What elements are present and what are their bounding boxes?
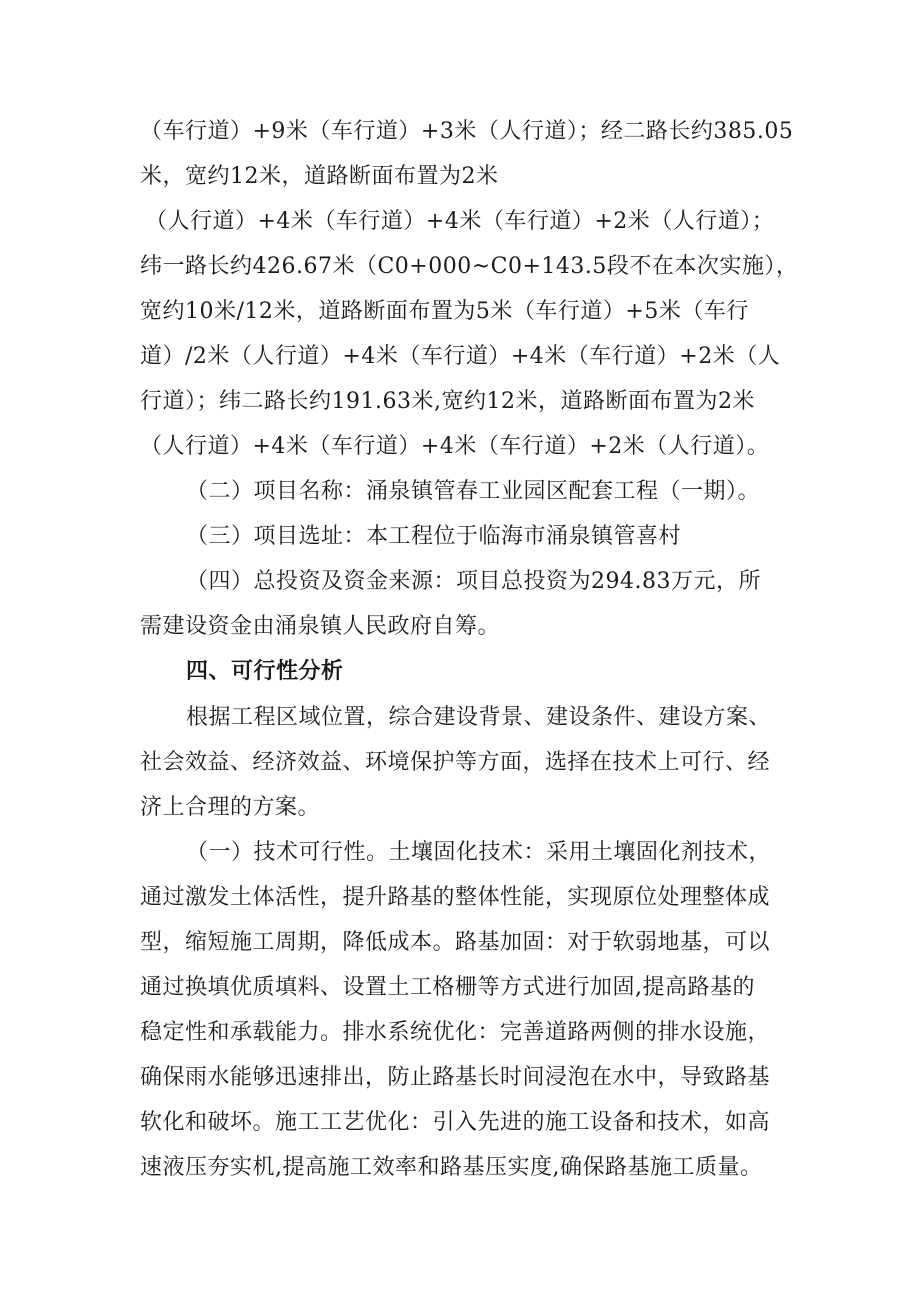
text-line: （人行道）+4米（车行道）+4米（车行道）+2米（人行道）。 (140, 434, 770, 459)
text-line: （四）总投资及资金来源：项目总投资为294.83万元，所 (186, 569, 761, 594)
text-line: 行道）；纬二路长约191.63米,宽约12米，道路断面布置为2米 (140, 389, 755, 414)
text-line: （三）项目选址：本工程位于临海市涌泉镇管喜村 (186, 524, 682, 549)
text-line: （车行道）+9米（车行道）+3米（人行道）；经二路长约385.05 (140, 119, 794, 144)
text-line: 型，缩短施工周期，降低成本。路基加固：对于软弱地基，可以 (140, 930, 771, 955)
text-line: 根据工程区域位置，综合建设背景、建设条件、建设方案、 (186, 705, 772, 730)
text-line: 宽约10米/12米，道路断面布置为5米（车行道）+5米（车行 (140, 299, 749, 324)
text-line: （二）项目名称：涌泉镇管春工业园区配套工程（一期）。 (186, 479, 761, 504)
text-line: 需建设资金由涌泉镇人民政府自筹。 (140, 614, 501, 639)
text-line: 通过激发土体活性，提升路基的整体性能，实现原位处理整体成 (140, 885, 771, 910)
text-line: （一）技术可行性。土壤固化技术：采用土壤固化剂技术， (186, 840, 772, 865)
section-heading: 四、可行性分析 (186, 659, 344, 684)
text-line: 社会效益、经济效益、环境保护等方面，选择在技术上可行、经 (140, 750, 771, 775)
text-line: 确保雨水能够迅速排出，防止路基长时间浸泡在水中，导致路基 (140, 1065, 771, 1090)
text-line: 通过换填优质填料、设置土工格栅等方式进行加固,提高路基的 (140, 975, 755, 1000)
text-line: （人行道）+4米（车行道）+4米（车行道）+2米（人行道）； (145, 209, 775, 234)
text-line: 软化和破坏。施工工艺优化：引入先进的施工设备和技术，如高 (140, 1110, 771, 1135)
text-line: 米，宽约12米，道路断面布置为2米 (140, 164, 499, 189)
text-line: 纬一路长约426.67米（C0+000~C0+143.5段不在本次实施）， (140, 254, 799, 279)
text-line: 稳定性和承载能力。排水系统优化：完善道路两侧的排水设施， (140, 1020, 771, 1045)
text-line: 速液压夯实机,提高施工效率和路基压实度,确保路基施工质量。 (140, 1155, 763, 1180)
text-line: 道）/2米（人行道）+4米（车行道）+4米（车行道）+2米（人 (140, 344, 781, 369)
text-line: 济上合理的方案。 (140, 795, 321, 820)
